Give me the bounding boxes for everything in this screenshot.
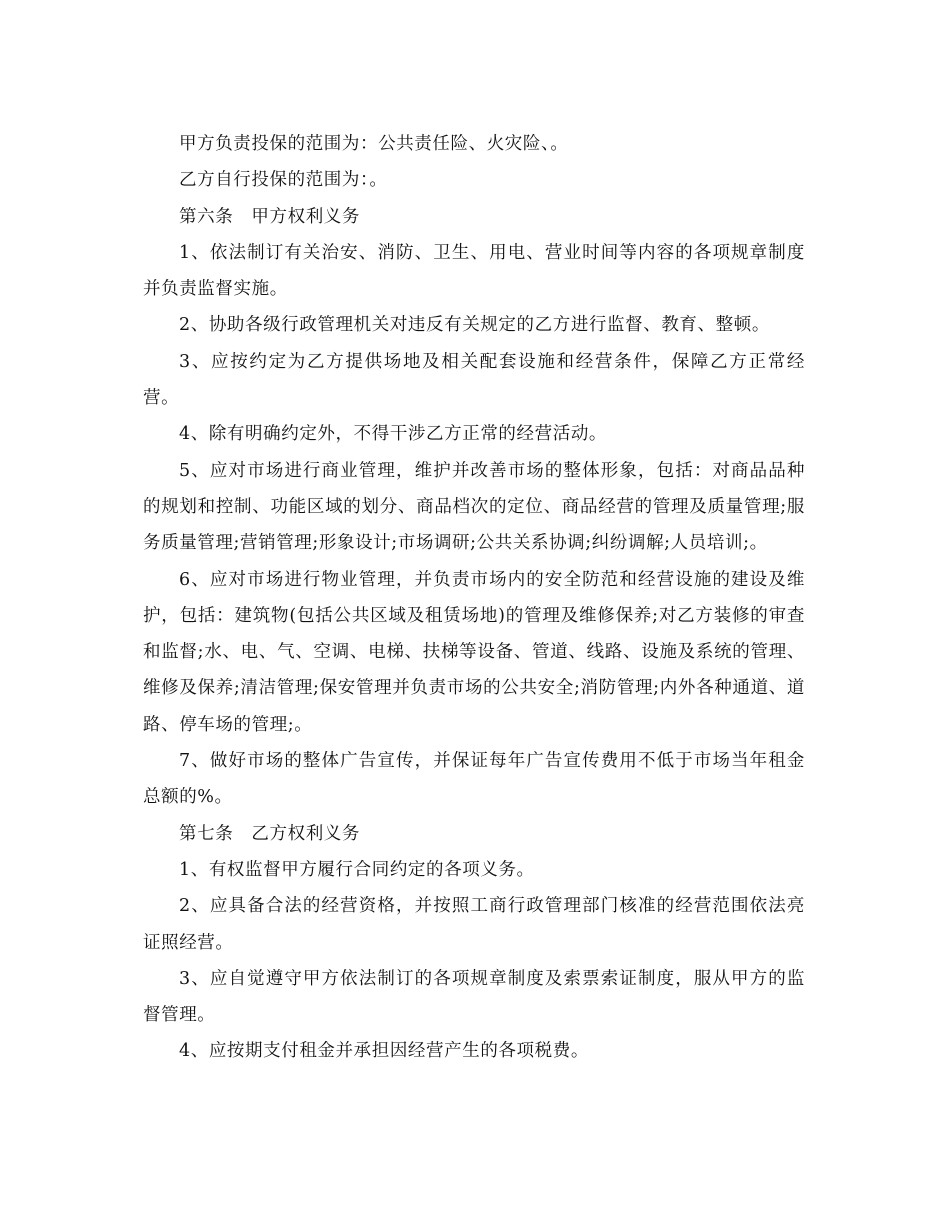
- article-6-item-7: 7、做好市场的整体广告宣传，并保证每年广告宣传费用不低于市场当年租金总额的%。: [143, 751, 805, 808]
- paragraph-insurance-party-b: 乙方自行投保的范围为：。: [179, 170, 388, 191]
- article-6-item-3: 3、应按约定为乙方提供场地及相关配套设施和经营条件，保障乙方正常经营。: [143, 351, 805, 409]
- paragraph-insurance-party-a: 甲方负责投保的范围为：公共责任险、火灾险、。: [179, 134, 569, 154]
- article-6-item-5: 5、应对市场进行商业管理，维护并改善市场的整体形象，包括：对商品品种的规划和控制、功能区域的划分、商品档次的定位、商品经营的管理及质量管理;服务质量管理;营销管理;形象设计;市场调研;公共关系协调;纠纷调解;人员培训;。: [143, 460, 805, 554]
- article-6-item-6: 6、应对市场进行物业管理，并负责市场内的安全防范和经营设施的建设及维护，包括：建筑物(包括公共区域及租赁场地)的管理及维修保养;对乙方装修的审查和监督;水、电、气、空调、电梯、扶梯等设备、管道、线路、设施及系统的管理、维修及保养;清洁管理;保安管理并负责市场的公共安全;消防管理;内外各种通道、道路、停车场的管理;。: [143, 569, 805, 735]
- article-6-item-4: 4、除有明确约定外，不得干涉乙方正常的经营活动。: [179, 424, 608, 445]
- article-7-item-1: 1、有权监督甲方履行合同约定的各项义务。: [179, 859, 535, 880]
- article-6-item-2: 2、协助各级行政管理机关对违反有关规定的乙方进行监督、教育、整顿。: [179, 315, 770, 336]
- article-6-heading: 第六条 甲方权利义务: [179, 206, 360, 227]
- article-7-item-2: 2、应具备合法的经营资格，并按照工商行政管理部门核准的经营范围依法亮证照经营。: [143, 896, 805, 953]
- article-6-item-1: 1、依法制订有关治安、消防、卫生、用电、营业时间等内容的各项规章制度并负责监督实施。: [143, 242, 805, 300]
- article-7-heading: 第七条 乙方权利义务: [179, 823, 360, 844]
- article-7-item-4: 4、应按期支付租金并承担因经营产生的各项税费。: [179, 1041, 589, 1062]
- document-body: [143, 126, 805, 1070]
- article-7-item-3: 3、应自觉遵守甲方依法制订的各项规章制度及索票索证制度，服从甲方的监督管理。: [143, 968, 805, 1026]
